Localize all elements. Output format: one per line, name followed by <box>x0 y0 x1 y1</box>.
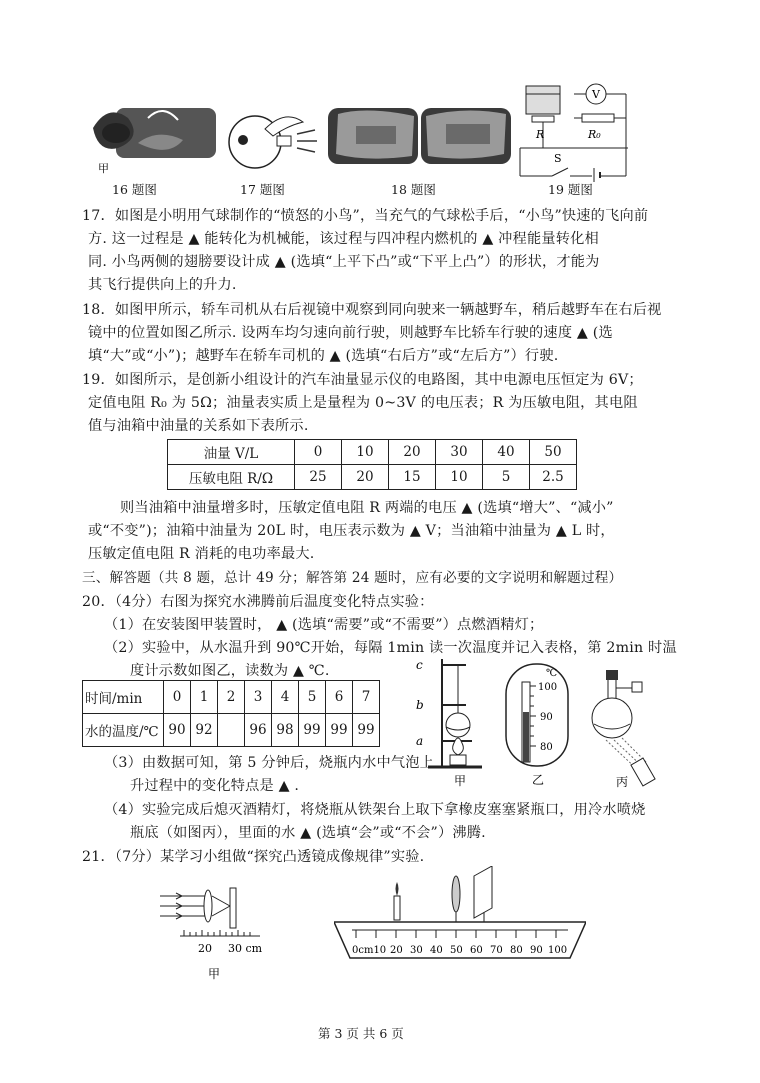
table-cell: 20 <box>342 465 389 490</box>
q19-table <box>167 439 577 490</box>
label-c: c <box>416 658 423 672</box>
table-row <box>83 714 380 747</box>
q20-part4-line-1: （4）实验完成后熄灭酒精灯，将烧瓶从铁架台上取下拿橡皮塞塞紧瓶口，用冷水喷烧 <box>104 802 646 818</box>
q20-flask-bing <box>576 668 656 788</box>
fig18-image <box>326 104 512 166</box>
fig19-caption: 19 题图 <box>548 182 593 197</box>
table-cell: 40 <box>483 440 530 465</box>
fig16-caption: 16 题图 <box>112 182 157 197</box>
label-jia: 甲 <box>454 774 467 787</box>
q20-line-3: （2）实验中，从水温升到 90℃开始，每隔 1min 读一次温度并记入表格，第 2min 时温 <box>104 640 677 656</box>
q17-line-3: 同. 小鸟两侧的翅膀要设计成 ▲ (选填“上平下凸”或“下平上凸”）的形状，才能为 <box>88 254 600 270</box>
q19-line-2: 定值电阻 R₀ 为 5Ω；油量表实质上是量程为 0~3V 的电压表；R 为压敏电阻，其电阻 <box>88 395 638 411</box>
ruler-tick-20: 20 <box>198 942 212 955</box>
table-cell: 1 <box>191 681 218 714</box>
bench-tick-30: 30 <box>410 945 423 956</box>
resistor-R0-label: R₀ <box>588 128 601 141</box>
label-a: a <box>416 734 424 748</box>
table-row <box>83 681 380 714</box>
table-cell: 96 <box>245 714 272 747</box>
table-cell: 25 <box>295 465 342 490</box>
q20-apparatus-jia <box>414 655 494 787</box>
table-cell: 5 <box>299 681 326 714</box>
page-footer: 第 3 页 共 6 页 <box>318 1026 404 1041</box>
q19-after-line-2: 或“不变”)；油箱中油量为 20L 时，电压表示数为 ▲ V；当油箱中油量为 ▲ L 时， <box>88 523 615 539</box>
table-row <box>168 465 577 490</box>
resistor-R-label: R <box>536 128 545 141</box>
q17-line-2: 方. 这一过程是 ▲ 能转化为机械能，该过程与四冲程内燃机的 ▲ 冲程能量转化相 <box>88 231 599 247</box>
q18-line-2: 镜中的位置如图乙所示. 设两车均匀速向前行驶，则越野车比轿车行驶的速度 ▲ (选 <box>88 325 613 341</box>
table-cell: 4 <box>272 681 299 714</box>
fig18-caption: 18 题图 <box>391 182 436 197</box>
q18-line-3: 填“大”或“小”)；越野车在轿车司机的 ▲ (选填“右后方”或“左后方”）行驶. <box>88 348 559 364</box>
q20-part3-line-1: （3）由数据可知，第 5 分钟后，烧瓶内水中气泡上 <box>104 755 435 771</box>
table-cell: 5 <box>483 465 530 490</box>
label-jia-21: 甲 <box>208 967 221 981</box>
fig16-sub-label: 甲 <box>98 162 109 175</box>
q20-thermometer-yi <box>502 662 572 786</box>
table-cell: 20 <box>389 440 436 465</box>
q18-line-1: 18．如图甲所示，轿车司机从右后视镜中观察到同向驶来一辆越野车，稍后越野车在右后视 <box>82 302 662 318</box>
table-cell: 2 <box>218 681 245 714</box>
q21-fig-jia <box>160 874 270 984</box>
q20-line-4: 度计示数如图乙，读数为 ▲ ℃. <box>130 663 330 679</box>
ruler-tick-30cm: 30 cm <box>228 942 263 955</box>
table-cell: 10 <box>436 465 483 490</box>
q20-line-2: （1）在安装图甲装置时， ▲ (选填“需要”或“不需要”）点燃酒精灯； <box>104 617 544 633</box>
table-cell: 7 <box>353 681 380 714</box>
q20-part3-line-2: 升过程中的变化特点是 ▲ . <box>130 778 300 794</box>
table-header-cell: 油量 V/L <box>168 440 295 465</box>
fig17-image <box>225 104 325 174</box>
bench-tick-80: 80 <box>510 945 523 956</box>
table-cell: 50 <box>530 440 577 465</box>
q20-table <box>82 680 380 747</box>
voltmeter-label: V <box>592 88 600 101</box>
table-cell: 99 <box>353 714 380 747</box>
q17-line-1: 17．如图是小明用气球制作的“愤怒的小鸟”，当充气的气球松手后，“小鸟”快速的飞向前 <box>82 208 649 224</box>
q21-line-1: 21．（7分）某学习小组做“探究凸透镜成像规律”实验. <box>82 849 425 865</box>
bench-tick-60: 60 <box>470 945 483 956</box>
thermo-tick-90: 90 <box>540 712 553 723</box>
table-header-cell: 时间/min <box>83 681 164 714</box>
q19-after-line-3: 压敏定值电阻 R 消耗的电功率最大. <box>88 546 315 562</box>
bench-tick-0-10: 0cm10 <box>352 945 387 956</box>
table-cell: 98 <box>272 714 299 747</box>
section-3-heading: 三、解答题（共 8 题，总计 49 分；解答第 24 题时，应有必要的文字说明和解题过程） <box>82 570 623 586</box>
q19-line-3: 值与油箱中油量的关系如下表所示. <box>88 418 309 434</box>
table-cell: 0 <box>295 440 342 465</box>
table-row <box>168 440 577 465</box>
bench-tick-50: 50 <box>450 945 463 956</box>
bench-tick-20: 20 <box>390 945 403 956</box>
q19-after-line-1: 则当油箱中油量增多时，压敏定值电阻 R 两端的电压 ▲ (选填“增大”、“减小” <box>120 500 614 516</box>
bench-tick-90: 90 <box>530 945 543 956</box>
table-cell: 30 <box>436 440 483 465</box>
bench-tick-40: 40 <box>430 945 443 956</box>
label-bing: 丙 <box>616 775 629 788</box>
table-cell: 10 <box>342 440 389 465</box>
q19-line-1: 19．如图所示，是创新小组设计的汽车油量显示仪的电路图，其中电源电压恒定为 6V； <box>82 372 643 388</box>
q20-part4-line-2: 瓶底（如图丙），里面的水 ▲ (选填“会”或“不会”）沸腾. <box>130 825 486 841</box>
q21-optical-bench <box>334 866 586 970</box>
table-cell: 90 <box>164 714 191 747</box>
bench-tick-70: 70 <box>490 945 503 956</box>
table-cell: 2.5 <box>530 465 577 490</box>
table-cell: 99 <box>299 714 326 747</box>
table-cell: 92 <box>191 714 218 747</box>
table-cell: 99 <box>326 714 353 747</box>
bench-tick-100: 100 <box>548 945 568 956</box>
table-cell: 0 <box>164 681 191 714</box>
fig16-image <box>88 98 223 176</box>
fig17-caption: 17 题图 <box>240 182 285 197</box>
table-cell: 6 <box>326 681 353 714</box>
table-header-cell: 水的温度/℃ <box>83 714 164 747</box>
label-yi: 乙 <box>532 773 545 786</box>
q20-line-1: 20．（4分）右图为探究水沸腾前后温度变化特点实验： <box>82 594 434 610</box>
q17-line-4: 其飞行提供向上的升力. <box>88 277 237 293</box>
thermo-unit: ℃ <box>546 668 558 679</box>
fig19-circuit <box>514 78 634 182</box>
table-cell <box>218 714 245 747</box>
table-header-cell: 压敏电阻 R/Ω <box>168 465 295 490</box>
switch-S-label: S <box>554 152 562 165</box>
table-cell: 3 <box>245 681 272 714</box>
label-b: b <box>416 698 424 712</box>
thermo-tick-100: 100 <box>538 682 558 693</box>
thermo-tick-80: 80 <box>540 742 553 753</box>
table-cell: 15 <box>389 465 436 490</box>
